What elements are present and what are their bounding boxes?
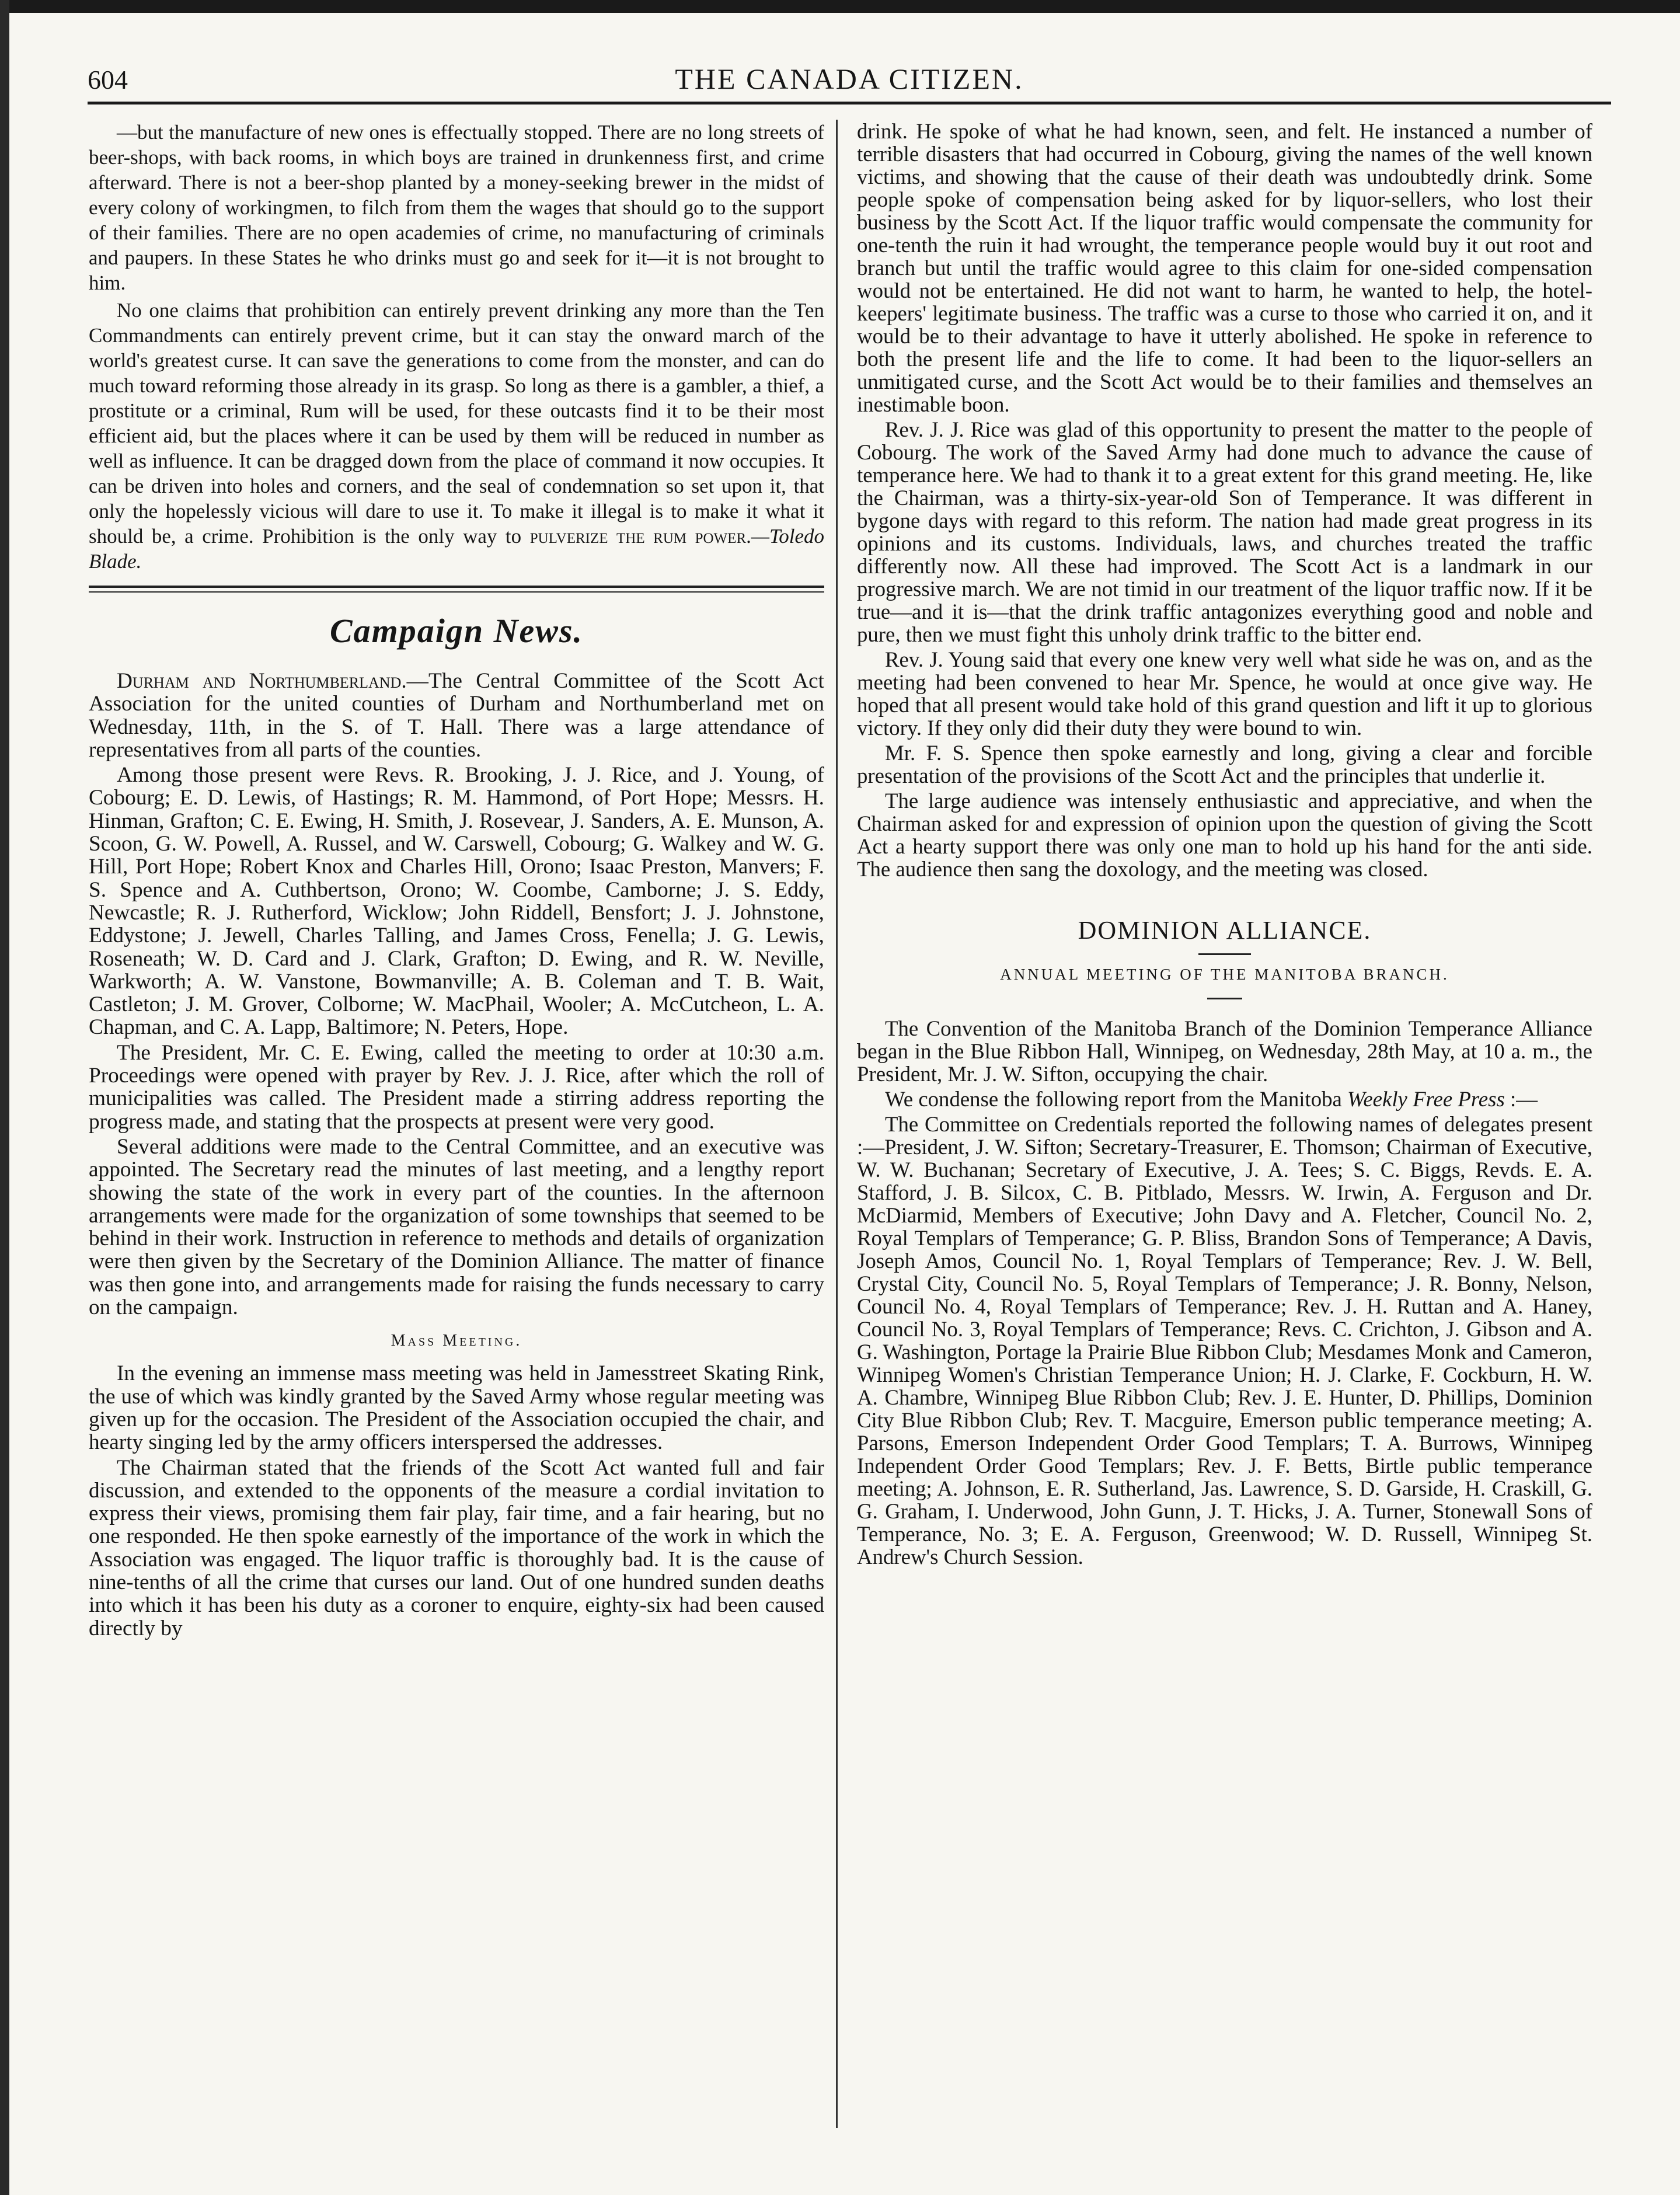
section-divider <box>89 586 824 593</box>
short-rule <box>1207 998 1242 999</box>
body-paragraph: drink. He spoke of what he had known, seen, and felt. He instanced a number of terrible disasters that had occurred in Cobourg, giving the names of the well known victims, and showing that the cause of their death was undoubtedly drink. Some people spoke of compensation being asked for by liquor-sellers, who lost their business by the Scott Act. If the liquor traffic would compensate the community for one-tenth the ruin it had wrought, the temperance people would buy it out root and branch but until the traffic would agree to this claim for one-sided compensation would not be entertained. He did not want to harm, he wanted to help, the hotel-keepers' legitimate business. The traffic was a curse to those who carried it on, and it would be to their advantage to have it utterly abolished. He spoke in reference to both the present life and the life to come. It had been to the liquor-sellers an unmitigated curse, and the Scott Act would be to their families and themselves an inestimable boon. <box>857 120 1592 416</box>
body-paragraph: Several additions were made to the Central Committee, and an executive was appointed. The Secretary read the minutes of last meeting, and a lengthy report showing the state of the work in every part of the counties. In the afternoon arrangements were made for the organization of some townships that seemed to be behind in their work. Instruction in reference to methods and details of organization were then given by the Secretary of the Dominion Alliance. The matter of finance was then gone into, and arrangements made for raising the funds necessary to carry on the campaign. <box>89 1134 824 1320</box>
page-header <box>88 58 1611 100</box>
body-paragraph: The large audience was intensely enthusiastic and appreciative, and when the Chairman asked for and expression of opinion upon the question of giving the Scott Act a hearty support there was only one man to hold up his hand for the anti side. The audience then sang the doxology, and the meeting was closed. <box>857 789 1592 881</box>
subheading-mass-meeting: Mass Meeting. <box>391 1332 522 1350</box>
body-paragraph: Rev. J. Young said that every one knew very well what side he was on, and as the meeting had been convened to hear Mr. Spence, he would at once give way. He hoped that all present would take hold of this grand question and lift it up to glorious victory. If they only did their duty they were bound to win. <box>857 647 1592 740</box>
manitoba-subheading: ANNUAL MEETING OF THE MANITOBA BRANCH. <box>1000 966 1449 983</box>
condense-paragraph <box>857 1088 1592 1110</box>
scan-left-edge <box>0 0 9 2195</box>
body-paragraph: In the evening an immense mass meeting was held in Jamesstreet Skating Rink, the use of which was kindly granted by the Saved Army whose regular meeting was given up for the occasion. The President of the Association occupied the chair, and hearty singing led by the army officers interspersed the addresses. <box>89 1361 824 1455</box>
lead-paragraph <box>89 298 824 574</box>
lead-source: —Toledo Blade. <box>89 525 824 573</box>
body-paragraph: The Convention of the Manitoba Branch of the Dominion Temperance Alliance began in the Blue Ribbon Hall, Winnipeg, on Wednesday, 28th May, at 10 a. m., the President, Mr. J. W. Sifton, occupying the chair. <box>857 1016 1592 1086</box>
body-paragraph: Rev. J. J. Rice was glad of this opportunity to present the matter to the people of Cobourg. The work of the Saved Army had done much to advance the cause of temperance here. We had to thank it to a great extent for this grand meeting. He, like the Chairman, was a thirty-six-year-old Son of Temperance. It was different in bygone days with regard to this reform. The nation had made great progress in its opinions and its customs. Individuals, laws, and churches treated the traffic differently now. All these had improved. The Scott Act is a landmark in our progressive march. We are not timid in our treatment of the liquor traffic now. If it be true—and it is—that the drink traffic antagonizes everything good and noble and pure, then we must fight this unholy drink traffic to the bitter end. <box>857 417 1592 646</box>
body-paragraph: The Chairman stated that the friends of the Scott Act wanted full and fair discussion, and extended to the opponents of the measure a cordial invitation to express their views, promising them fair play, fair time, and a fair hearing, but no one responded. He then spoke earnestly of the importance of the work in which the Association was engaged. The liquor traffic is thoroughly bad. It is the cause of nine-tenths of all the crime that curses our land. Out of one hundred sunden deaths into which it has been his duty as a coroner to enquire, eighty-six had been caused directly by <box>89 1455 824 1640</box>
page-number: 604 <box>88 65 128 95</box>
short-rule <box>1198 953 1251 955</box>
condense-lead: We condense the following report from the Manitoba <box>885 1087 1342 1111</box>
campaign-news-body <box>89 670 824 1640</box>
durham-heading: Durham and Northumberland. <box>117 669 407 693</box>
column-rule <box>836 120 838 2128</box>
convention-body <box>857 1017 1592 1568</box>
dominion-alliance-heading: DOMINION ALLIANCE. <box>1078 916 1372 945</box>
durham-text: —The Central Committee of the Scott Act Association for the united counties of Durham and Northumberland met on Wednesday, 11th, in the S. of T. Hall. There was a large attendance of representatives from all parts of the counties. <box>89 669 824 762</box>
lead-paragraph: —but the manufacture of new ones is effectually stopped. There are no long streets of beer-shops, with back rooms, in which boys are trained in drunkenness first, and crime afterward. There is not a beer-shop planted by a money-seeking brewer in the midst of every colony of workingmen, to filch from them the wages that should go to the support of their families. There are no open academies of crime, no manufacturing of criminals and paupers. In these States he who drinks must go and seek for it—it is not brought to him. <box>89 121 824 294</box>
delegates-paragraph: The Committee on Credentials reported the following names of delegates present :—President, J. W. Sifton; Secretary-Treasurer, E. Thomson; Chairman of Executive, W. W. Buchanan; Secretary of Executive, J. A. Tees; S. C. Biggs, Revds. E. A. Stafford, J. B. Silcox, C. B. Pitblado, Messrs. W. Irwin, A. Ferguson and Dr. McDiarmid, Members of Executive; John Davy and A. Fletcher, Council No. 2, Royal Templars of Temperance; G. P. Bliss, Brandon Sons of Temperance; A Davis, Joseph Amos, Council No. 1, Royal Templars of Temperance; Rev. J. W. Bell, Crystal City, Council No. 5, Royal Templars of Temperance; J. R. Bonny, Nelson, Council No. 4, Royal Templars of Temperance; Rev. J. H. Ruttan and A. Haney, Council No. 3, Royal Templars of Temperance; Revs. C. Crichton, J. Gibson and A. G. Washington, Portage la Prairie Blue Ribbon Club; Mesdames Monk and Cameron, Winnipeg Women's Christian Temperance Union; H. J. Clarke, F. Cockburn, H. W. A. Chambre, Winnipeg Blue Ribbon Club; Rev. J. E. Hunter, D. Phillips, Dominion City Blue Ribbon Club; Rev. T. Macguire, Emerson public temperance meeting; A. Parsons, Emerson Independent Order Good Templars; T. A. Burrows, Winnipeg Independent Order Good Templars; Rev. J. F. Betts, Birtle public temperance meeting; A. Johnson, E. R. Sutherland, Jas. Lawrence, S. D. Garside, H. Craskill, G. G. Graham, I. Underwood, John Gunn, J. T. Hicks, J. A. Turner, Stonewall Sons of Temperance, No. 3; E. A. Ferguson, Greenwood; W. D. Russell, Winnipeg St. Andrew's Church Session. <box>857 1112 1592 1569</box>
condense-tail: :— <box>1504 1087 1538 1111</box>
lead-caps-text: pulverize the rum power. <box>529 525 751 548</box>
lead-article <box>89 120 824 574</box>
scan-top-edge <box>0 0 1680 13</box>
mass-meeting-continued <box>857 120 1592 880</box>
header-rule <box>88 102 1611 104</box>
weekly-free-press: Weekly Free Press <box>1347 1087 1505 1111</box>
durham-paragraph <box>89 670 824 761</box>
section-title: Campaign News. <box>329 612 584 650</box>
publication-title: THE CANADA CITIZEN. <box>675 62 1024 95</box>
body-paragraph: Mr. F. S. Spence then spoke earnestly and long, giving a clear and forcible presentation of the provisions of the Scott Act and the principles that underlie it. <box>857 741 1592 788</box>
lead-paragraph-text: No one claims that prohibition can entirely prevent drinking any more than the Ten Commandments can entirely prevent crime, but it can stay the onward march of the world's greatest curse. It can save the generations to come from the monster, and can do much toward reforming those already in its grasp. So long as there is a gambler, a thief, a prostitute or a criminal, Rum will be used, for these outcasts find it to be their most efficient aid, but the places where it can be used by them will be reduced in number as well as influence. It can be dragged down from the place of command it now occupies. It can be driven into holes and corners, and the seal of condemnation so set upon it, that only the hopelessly vicious will dare to use it. To make it illegal is to make it what it should be, a crime. Prohibition is the only way to <box>89 299 824 548</box>
body-paragraph: Among those present were Revs. R. Brooking, J. J. Rice, and J. Young, of Cobourg; E. D. Lewis, of Hastings; R. M. Hammond, of Port Hope; Messrs. H. Hinman, Grafton; C. E. Ewing, H. Smith, J. Rosevear, J. Sanders, A. E. Munson, A. Scoon, G. W. Powell, A. Russel, and W. Carswell, Cobourg; G. Walkey and W. G. Hill, Port Hope; Robert Knox and Charles Hill, Orono; Isaac Preston, Manvers; F. S. Spence and A. Cuthbertson, Orono; W. Coombe, Camborne; J. S. Eddy, Newcastle; R. J. Rutherford, Wicklow; John Riddell, Bensfort; J. J. Johnstone, Eddystone; J. Jewell, Charles Talling, and James Cross, Fenella; J. G. Lewis, Roseneath; W. D. Card and J. Clark, Grafton; D. Ewing, and R. W. Neville, Warkworth; A. W. Vanstone, Bowmanville; A. B. Coleman and T. B. Wait, Castleton; J. M. Grover, Colborne; W. MacPhail, Wooler; A. McCutcheon, L. A. Chapman, and C. A. Lapp, Baltimore; N. Peters, Hope. <box>89 763 824 1040</box>
left-column <box>89 120 824 2128</box>
right-column <box>857 120 1592 2128</box>
body-paragraph: The President, Mr. C. E. Ewing, called the meeting to order at 10:30 a.m. Proceedings were opened with prayer by Rev. J. J. Rice, after which the roll of municipalities was called. The President made a stirring address reporting the progress made, and stating that the prospects at present were very good. <box>89 1040 824 1134</box>
